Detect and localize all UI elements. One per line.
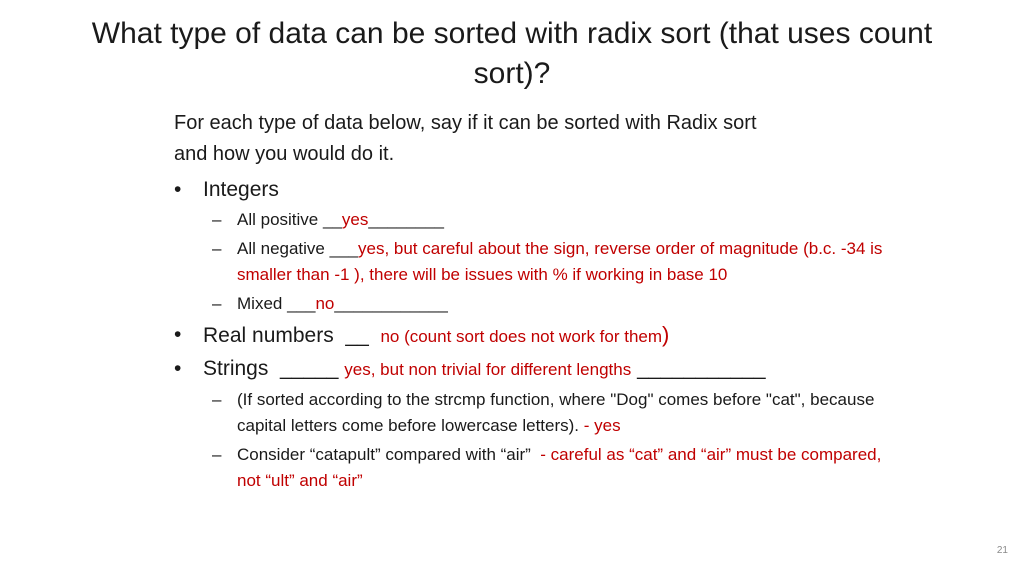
- strings-suffix: ___________: [631, 357, 766, 380]
- mixed-prefix: Mixed ___: [237, 294, 316, 313]
- intro-text: [174, 108, 894, 170]
- integers-label: Integers: [203, 178, 279, 201]
- dash-icon: –: [212, 210, 222, 229]
- positive-answer: yes: [341, 210, 369, 229]
- strings-prefix: Strings _____: [203, 357, 345, 380]
- real-numbers-closing: ): [662, 322, 670, 347]
- dash-icon: –: [212, 239, 222, 258]
- catapult-text: Consider “catapult” compared with “air”: [237, 445, 541, 464]
- page-number: 21: [996, 545, 1008, 556]
- intro-line-1: For each type of data below, say if it can be sorted with Radix sort: [174, 112, 757, 134]
- title-line-1: What type of data can be sorted with radix sort (that uses count: [91, 17, 933, 50]
- sub-item-mixed: [174, 291, 894, 317]
- positive-prefix: All positive __: [237, 210, 342, 229]
- bullet-integers: [174, 176, 894, 204]
- negative-prefix: All negative ___: [237, 239, 358, 258]
- dash-icon: –: [212, 294, 222, 313]
- bullet-strings: [174, 355, 894, 384]
- sub-item-strcmp: [174, 387, 894, 439]
- sub-item-catapult: [174, 442, 894, 494]
- mixed-answer: no: [315, 294, 335, 313]
- bullet-real-numbers: [174, 321, 894, 351]
- negative-answer: yes, but careful about the sign, reverse order of magnitude (b.c. -34 is smaller than -1 ), there will be issues with % if working in base 10: [237, 239, 883, 284]
- slide-body: [174, 108, 894, 497]
- slide-title: [40, 14, 984, 94]
- mixed-suffix: ____________: [334, 294, 448, 313]
- strcmp-text: (If sorted according to the strcmp function, where "Dog" comes before "cat", because capital letters come before lowercase letters).: [237, 390, 875, 435]
- real-numbers-prefix: Real numbers __: [203, 324, 381, 347]
- sub-item-all-negative: [174, 236, 894, 288]
- strcmp-answer: - yes: [583, 416, 621, 435]
- dash-icon: –: [212, 445, 222, 464]
- real-numbers-answer: no (count sort does not work for them: [380, 327, 663, 346]
- bullet-icon: •: [174, 178, 182, 201]
- sub-item-all-positive: [174, 207, 894, 233]
- catapult-answer: - careful as “cat” and “air” must be compared, not “ult” and “air”: [237, 445, 882, 490]
- bullet-icon: •: [174, 357, 182, 380]
- strings-answer: yes, but non trivial for different lengths: [344, 360, 632, 379]
- bullet-icon: •: [174, 323, 182, 346]
- positive-suffix: ________: [368, 210, 444, 229]
- title-line-2: sort)?: [473, 57, 551, 90]
- dash-icon: –: [212, 390, 222, 409]
- intro-line-2: and how you would do it.: [174, 143, 395, 165]
